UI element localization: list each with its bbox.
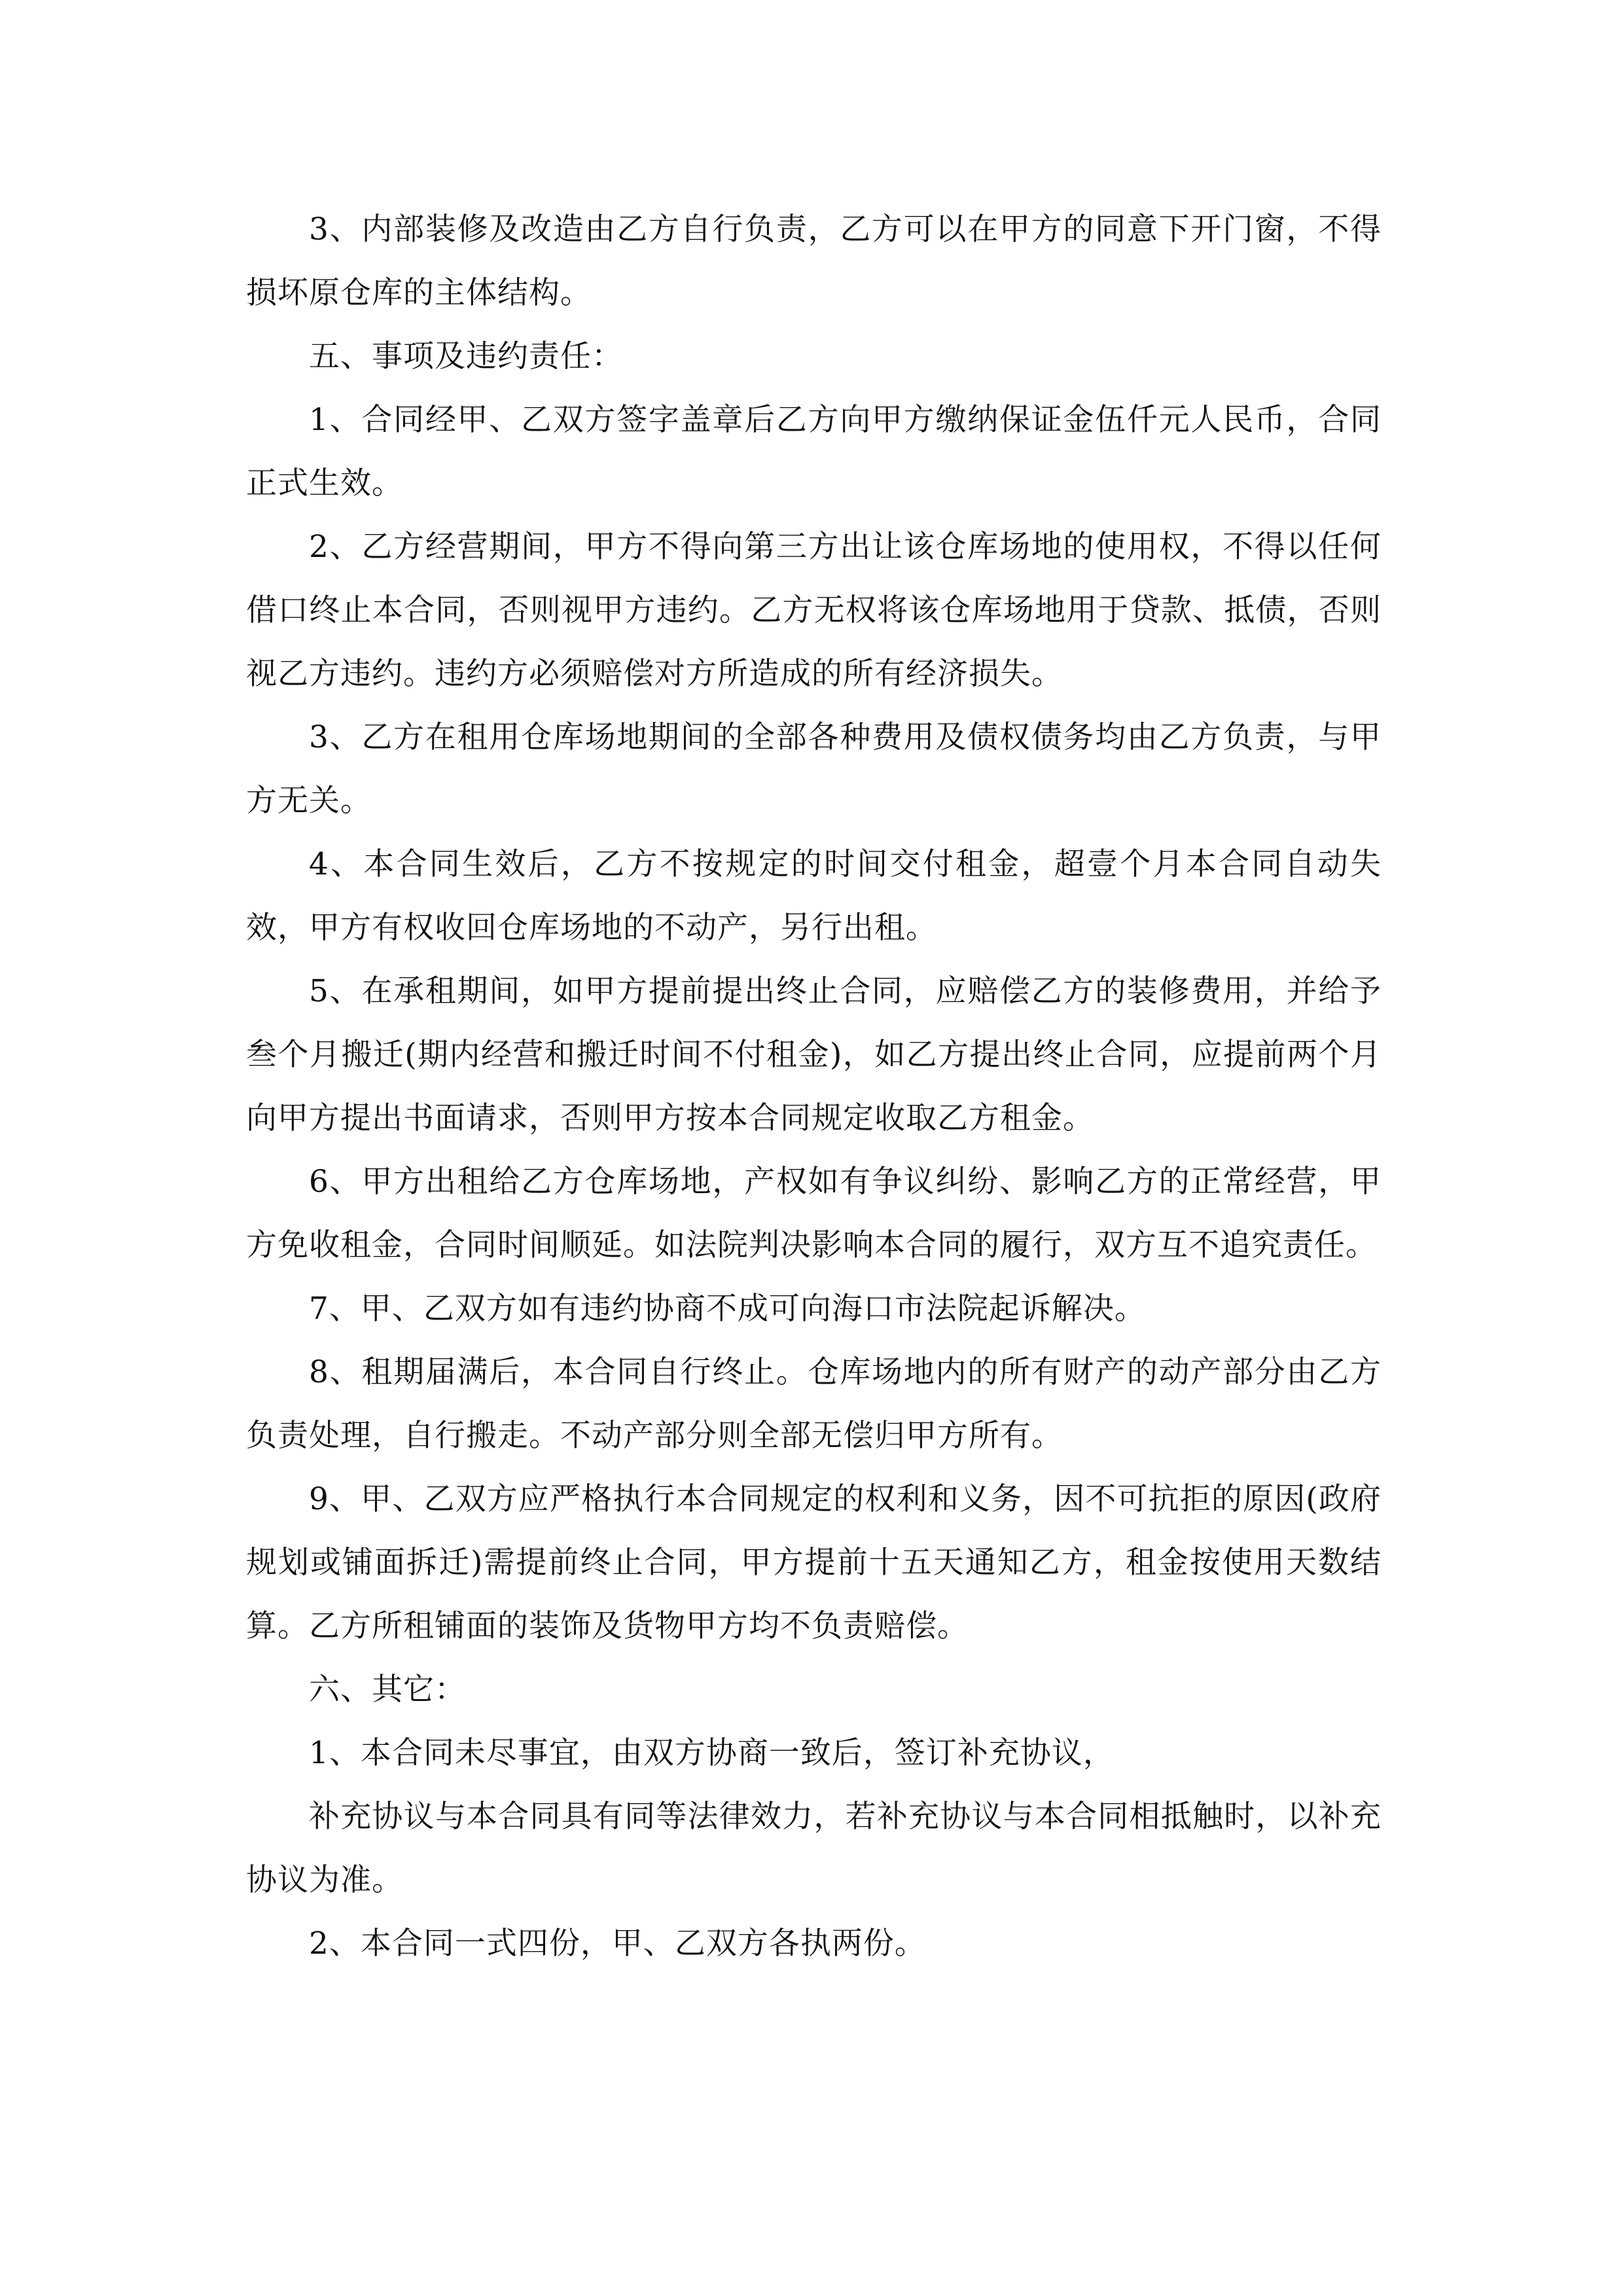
paragraph-other-1-supplement: 1、本合同未尽事宜，由双方协商一致后，签订补充协议， (309, 1735, 1115, 1771)
paragraph-clause-1-deposit: 1、合同经甲、乙双方签字盖章后乙方向甲方缴纳保证金伍仟元人民币，合同正式生效。 (246, 402, 1382, 501)
paragraph-clause-8-expiry: 8、租期届满后，本合同自行终止。仓库场地内的所有财产的动产部分由乙方负责处理，自行搬走。不动产部分则全部无偿归甲方所有。 (246, 1354, 1382, 1454)
paragraph-clause-6-property-dispute: 6、甲方出租给乙方仓库场地，产权如有争议纠纷、影响乙方的正常经营，甲方免收租金，合同时间顺延。如法院判决影响本合同的履行，双方互不追究责任。 (246, 1164, 1382, 1263)
paragraph-clause-5-termination: 5、在承租期间，如甲方提前提出终止合同，应赔偿乙方的装修费用，并给予叁个月搬迁(期内经营和搬迁时间不付租金)，如乙方提出终止合同，应提前两个月向甲方提出书面请求，否则甲方按本合同规定收取乙方租金。 (246, 973, 1382, 1136)
paragraph-clause-7-litigation: 7、甲、乙双方如有违约协商不成可向海口市法院起诉解决。 (309, 1291, 1146, 1327)
paragraph-supplement-validity: 补充协议与本合同具有同等法律效力，若补充协议与本合同相抵触时，以补充协议为准。 (246, 1799, 1382, 1898)
section-heading-5-liability: 五、事项及违约责任： (309, 338, 623, 374)
paragraph-clause-3-fees: 3、乙方在租用仓库场地期间的全部各种费用及债权债务均由乙方负责，与甲方无关。 (246, 719, 1382, 819)
paragraph-clause-4-rent-payment: 4、本合同生效后，乙方不按规定的时间交付租金，超壹个月本合同自动失效，甲方有权收回仓库场地的不动产，另行出租。 (246, 846, 1382, 946)
paragraph-other-2-copies: 2、本合同一式四份，甲、乙双方各执两份。 (309, 1926, 926, 1962)
section-heading-6-other: 六、其它： (309, 1672, 466, 1708)
paragraph-clause-9-force-majeure: 9、甲、乙双方应严格执行本合同规定的权利和义务，因不可抗拒的原因(政府规划或铺面拆迁)需提前终止合同，甲方提前十五天通知乙方，租金按使用天数结算。乙方所租铺面的装饰及货物甲方均不负责赔偿。 (246, 1481, 1382, 1644)
paragraph-clause-2-breach: 2、乙方经营期间，甲方不得向第三方出让该仓库场地的使用权，不得以任何借口终止本合同，否则视甲方违约。乙方无权将该仓库场地用于贷款、抵债，否则视乙方违约。违约方必须赔偿对方所造成的所有经济损失。 (246, 529, 1382, 692)
paragraph-clause-3-renovation: 3、内部装修及改造由乙方自行负责，乙方可以在甲方的同意下开门窗，不得损坏原仓库的主体结构。 (246, 211, 1382, 311)
contract-body (246, 198, 1382, 1975)
